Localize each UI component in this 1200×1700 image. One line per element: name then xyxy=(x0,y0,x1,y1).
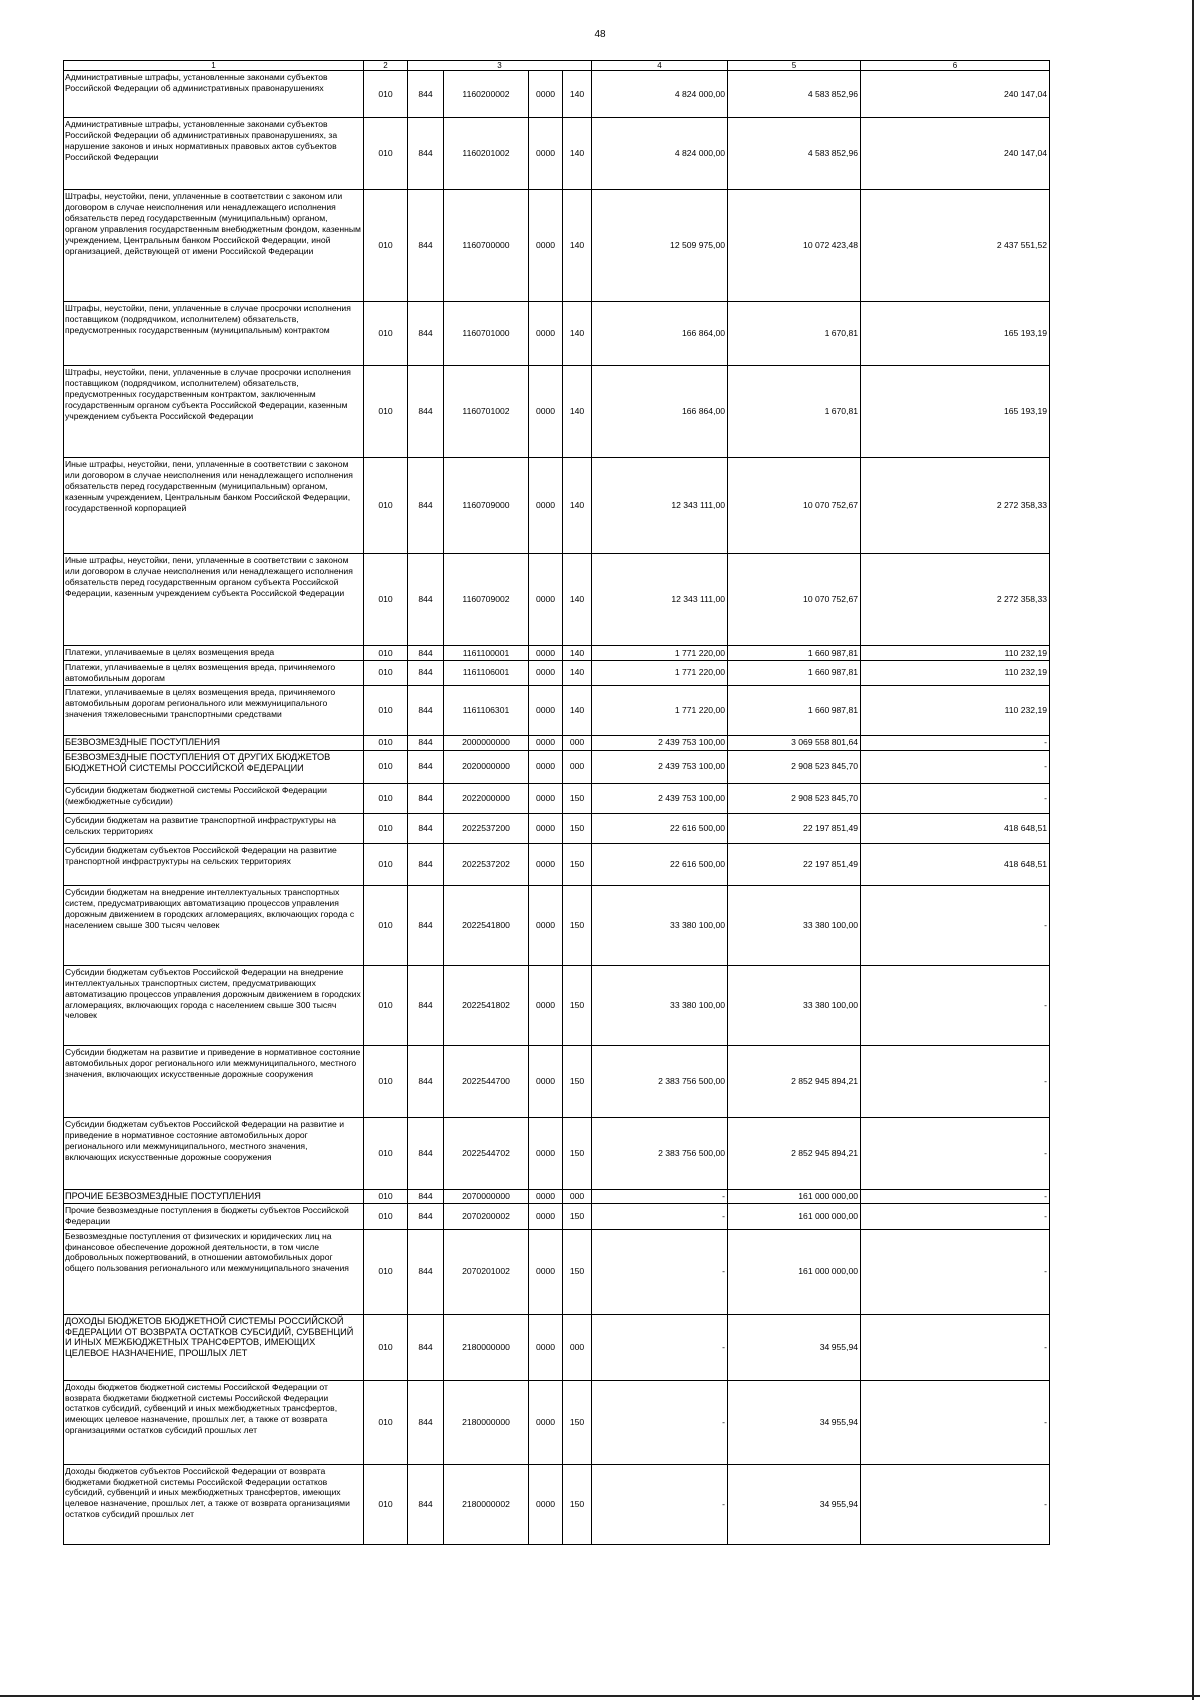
table-row xyxy=(64,1189,1050,1203)
cell-name: Иные штрафы, неустойки, пени, уплаченные в соответствии с законом или договором в случае неисполнения или ненадлежащего исполнения обязательств перед государственным органом субъекта Российской Федерации, казенным учреждением субъекта Российской Федерации xyxy=(64,554,364,646)
cell-code-1: 010 xyxy=(364,1117,408,1189)
cell-code-4: 0000 xyxy=(529,965,563,1045)
table-row xyxy=(64,965,1050,1045)
cell-code-2: 844 xyxy=(408,1464,444,1544)
cell-value-5: 1 660 987,81 xyxy=(728,646,861,661)
table-row xyxy=(64,783,1050,813)
cell-value-5: 10 070 752,67 xyxy=(728,554,861,646)
cell-name: ДОХОДЫ БЮДЖЕТОВ БЮДЖЕТНОЙ СИСТЕМЫ РОССИЙСКОЙ ФЕДЕРАЦИИ ОТ ВОЗВРАТА ОСТАТКОВ СУБСИДИЙ, СУБВЕНЦИЙ И ИНЫХ МЕЖБЮДЖЕТНЫХ ТРАНСФЕРТОВ, ИМЕЮЩИХ ЦЕЛЕВОЕ НАЗНАЧЕНИЕ, ПРОШЛЫХ ЛЕТ xyxy=(64,1314,364,1380)
cell-value-6: - xyxy=(861,1117,1050,1189)
cell-code-5: 150 xyxy=(563,843,592,885)
cell-code-4: 0000 xyxy=(529,1380,563,1464)
cell-name: Субсидии бюджетам субъектов Российской Федерации на развитие транспортной инфраструктуры на сельских территориях xyxy=(64,843,364,885)
cell-value-6: 418 648,51 xyxy=(861,843,1050,885)
cell-code-4: 0000 xyxy=(529,813,563,843)
cell-code-4: 0000 xyxy=(529,685,563,735)
cell-code-1: 010 xyxy=(364,302,408,366)
cell-code-5: 140 xyxy=(563,71,592,118)
cell-code-2: 844 xyxy=(408,1229,444,1314)
cell-code-3: 1160701002 xyxy=(444,366,529,458)
cell-value-4: 22 616 500,00 xyxy=(592,843,728,885)
cell-name: БЕЗВОЗМЕЗДНЫЕ ПОСТУПЛЕНИЯ ОТ ДРУГИХ БЮДЖЕТОВ БЮДЖЕТНОЙ СИСТЕМЫ РОССИЙСКОЙ ФЕДЕРАЦИИ xyxy=(64,750,364,783)
cell-name: Платежи, уплачиваемые в целях возмещения вреда, причиняемого автомобильным дорогам регионального или межмуниципального значения тяжеловесными транспортными средствами xyxy=(64,685,364,735)
cell-code-1: 010 xyxy=(364,965,408,1045)
cell-code-2: 844 xyxy=(408,302,444,366)
cell-value-4: 4 824 000,00 xyxy=(592,118,728,190)
cell-name: Прочие безвозмездные поступления в бюджеты субъектов Российской Федерации xyxy=(64,1203,364,1229)
cell-name: ПРОЧИЕ БЕЗВОЗМЕЗДНЫЕ ПОСТУПЛЕНИЯ xyxy=(64,1189,364,1203)
cell-code-5: 150 xyxy=(563,1117,592,1189)
cell-value-6: - xyxy=(861,1229,1050,1314)
cell-value-5: 22 197 851,49 xyxy=(728,813,861,843)
cell-value-5: 1 660 987,81 xyxy=(728,661,861,686)
cell-value-4: 22 616 500,00 xyxy=(592,813,728,843)
cell-code-1: 010 xyxy=(364,813,408,843)
cell-value-5: 4 583 852,96 xyxy=(728,71,861,118)
cell-value-5: 161 000 000,00 xyxy=(728,1229,861,1314)
cell-code-1: 010 xyxy=(364,1380,408,1464)
cell-value-6: 2 272 358,33 xyxy=(861,554,1050,646)
cell-value-6: 110 232,19 xyxy=(861,661,1050,686)
cell-code-4: 0000 xyxy=(529,783,563,813)
cell-code-2: 844 xyxy=(408,783,444,813)
cell-code-2: 844 xyxy=(408,458,444,554)
cell-value-4: 2 383 756 500,00 xyxy=(592,1045,728,1117)
cell-code-2: 844 xyxy=(408,1189,444,1203)
cell-code-2: 844 xyxy=(408,1117,444,1189)
cell-value-6: - xyxy=(861,965,1050,1045)
cell-code-2: 844 xyxy=(408,554,444,646)
cell-code-4: 0000 xyxy=(529,843,563,885)
cell-code-4: 0000 xyxy=(529,750,563,783)
cell-code-5: 000 xyxy=(563,1189,592,1203)
cell-name: Иные штрафы, неустойки, пени, уплаченные в соответствии с законом или договором в случае неисполнения или ненадлежащего исполнения обязательств перед государственным (муниципальным) органом, казенным учреждением, Центральным банком Российской Федерации, государственной корпорацией xyxy=(64,458,364,554)
cell-value-4: - xyxy=(592,1380,728,1464)
cell-value-5: 33 380 100,00 xyxy=(728,885,861,965)
cell-code-2: 844 xyxy=(408,685,444,735)
table-row xyxy=(64,118,1050,190)
cell-code-1: 010 xyxy=(364,118,408,190)
cell-code-2: 844 xyxy=(408,1314,444,1380)
cell-code-1: 010 xyxy=(364,1229,408,1314)
cell-value-4: 1 771 220,00 xyxy=(592,685,728,735)
cell-code-3: 2022537202 xyxy=(444,843,529,885)
cell-value-4: 4 824 000,00 xyxy=(592,71,728,118)
cell-code-5: 140 xyxy=(563,458,592,554)
cell-code-3: 2022541802 xyxy=(444,965,529,1045)
table-row xyxy=(64,813,1050,843)
cell-code-5: 000 xyxy=(563,1314,592,1380)
table-row xyxy=(64,302,1050,366)
cell-value-5: 1 660 987,81 xyxy=(728,685,861,735)
cell-value-4: 12 343 111,00 xyxy=(592,554,728,646)
cell-code-5: 150 xyxy=(563,965,592,1045)
cell-code-4: 0000 xyxy=(529,1189,563,1203)
cell-value-6: - xyxy=(861,1380,1050,1464)
table-row xyxy=(64,750,1050,783)
cell-name: БЕЗВОЗМЕЗДНЫЕ ПОСТУПЛЕНИЯ xyxy=(64,735,364,750)
cell-name: Платежи, уплачиваемые в целях возмещения вреда xyxy=(64,646,364,661)
cell-code-3: 2020000000 xyxy=(444,750,529,783)
cell-code-2: 844 xyxy=(408,750,444,783)
table-row xyxy=(64,190,1050,302)
cell-code-1: 010 xyxy=(364,735,408,750)
cell-code-1: 010 xyxy=(364,1189,408,1203)
cell-code-5: 140 xyxy=(563,118,592,190)
cell-code-5: 150 xyxy=(563,783,592,813)
cell-value-6: 165 193,19 xyxy=(861,302,1050,366)
cell-code-1: 010 xyxy=(364,71,408,118)
cell-value-4: 166 864,00 xyxy=(592,302,728,366)
cell-name: Субсидии бюджетам субъектов Российской Федерации на развитие и приведение в нормативное состояние автомобильных дорог регионального или межмуниципального, местного значения, включающих искусственные дорожные сооружения xyxy=(64,1117,364,1189)
cell-code-4: 0000 xyxy=(529,1117,563,1189)
cell-code-4: 0000 xyxy=(529,71,563,118)
cell-name: Субсидии бюджетам на развитие транспортной инфраструктуры на сельских территориях xyxy=(64,813,364,843)
cell-name: Безвозмездные поступления от физических и юридических лиц на финансовое обеспечение дорожной деятельности, в том числе добровольных пожертвований, в отношении автомобильных дорог общего пользования регионального или межмуниципального значения xyxy=(64,1229,364,1314)
cell-code-1: 010 xyxy=(364,661,408,686)
table-row xyxy=(64,885,1050,965)
cell-code-3: 2022537200 xyxy=(444,813,529,843)
cell-code-5: 150 xyxy=(563,1203,592,1229)
cell-code-1: 010 xyxy=(364,1314,408,1380)
cell-code-4: 0000 xyxy=(529,1464,563,1544)
cell-value-4: 1 771 220,00 xyxy=(592,661,728,686)
cell-value-5: 2 908 523 845,70 xyxy=(728,783,861,813)
table-row xyxy=(64,1464,1050,1544)
header-col-4: 4 xyxy=(592,61,728,71)
cell-code-5: 000 xyxy=(563,750,592,783)
cell-code-3: 1160201002 xyxy=(444,118,529,190)
cell-value-5: 2 908 523 845,70 xyxy=(728,750,861,783)
cell-code-2: 844 xyxy=(408,190,444,302)
cell-value-5: 2 852 945 894,21 xyxy=(728,1045,861,1117)
cell-code-4: 0000 xyxy=(529,1229,563,1314)
cell-value-6: 110 232,19 xyxy=(861,685,1050,735)
cell-code-4: 0000 xyxy=(529,190,563,302)
cell-code-3: 1161106301 xyxy=(444,685,529,735)
header-col-1: 1 xyxy=(64,61,364,71)
cell-code-3: 1160700000 xyxy=(444,190,529,302)
cell-code-5: 150 xyxy=(563,1229,592,1314)
table-row xyxy=(64,843,1050,885)
cell-code-1: 010 xyxy=(364,458,408,554)
cell-value-5: 10 072 423,48 xyxy=(728,190,861,302)
cell-code-1: 010 xyxy=(364,783,408,813)
cell-value-5: 161 000 000,00 xyxy=(728,1203,861,1229)
cell-value-4: - xyxy=(592,1203,728,1229)
cell-code-4: 0000 xyxy=(529,458,563,554)
cell-code-2: 844 xyxy=(408,71,444,118)
cell-value-4: 2 439 753 100,00 xyxy=(592,783,728,813)
cell-code-5: 140 xyxy=(563,646,592,661)
cell-code-4: 0000 xyxy=(529,1203,563,1229)
cell-name: Штрафы, неустойки, пени, уплаченные в случае просрочки исполнения поставщиком (подрядчиком, исполнителем) обязательств, предусмотренных государственным (муниципальным) контрактом xyxy=(64,302,364,366)
scan-edge-bottom xyxy=(0,1695,1200,1697)
cell-value-6: - xyxy=(861,735,1050,750)
cell-value-4: - xyxy=(592,1314,728,1380)
cell-code-3: 1160709000 xyxy=(444,458,529,554)
table-row xyxy=(64,735,1050,750)
cell-code-5: 150 xyxy=(563,1045,592,1117)
table-row xyxy=(64,1314,1050,1380)
cell-name: Штрафы, неустойки, пени, уплаченные в случае просрочки исполнения поставщиком (подрядчиком, исполнителем) обязательств, предусмотренных государственным контрактом, заключенным государственным органом субъекта Российской Федерации, казенным учреждением субъекта Российской Федерации xyxy=(64,366,364,458)
cell-code-4: 0000 xyxy=(529,1314,563,1380)
cell-code-1: 010 xyxy=(364,1045,408,1117)
cell-code-1: 010 xyxy=(364,685,408,735)
cell-name: Административные штрафы, установленные законами субъектов Российской Федерации об административных правонарушениях, за нарушение законов и иных нормативных правовых актов субъектов Российской Федерации xyxy=(64,118,364,190)
budget-table-container xyxy=(63,60,1049,1545)
cell-code-3: 1160200002 xyxy=(444,71,529,118)
cell-code-5: 150 xyxy=(563,1464,592,1544)
cell-code-1: 010 xyxy=(364,750,408,783)
scan-edge-right xyxy=(1192,0,1194,1700)
cell-value-4: 12 343 111,00 xyxy=(592,458,728,554)
cell-code-2: 844 xyxy=(408,661,444,686)
cell-code-3: 1161100001 xyxy=(444,646,529,661)
cell-code-4: 0000 xyxy=(529,885,563,965)
cell-code-5: 150 xyxy=(563,885,592,965)
cell-value-4: 1 771 220,00 xyxy=(592,646,728,661)
cell-code-2: 844 xyxy=(408,646,444,661)
cell-code-1: 010 xyxy=(364,885,408,965)
table-row xyxy=(64,1380,1050,1464)
cell-code-5: 150 xyxy=(563,813,592,843)
table-row xyxy=(64,1229,1050,1314)
cell-value-5: 33 380 100,00 xyxy=(728,965,861,1045)
cell-code-4: 0000 xyxy=(529,661,563,686)
cell-code-3: 2022541800 xyxy=(444,885,529,965)
table-row xyxy=(64,1203,1050,1229)
cell-code-5: 150 xyxy=(563,1380,592,1464)
cell-value-6: - xyxy=(861,1203,1050,1229)
table-row xyxy=(64,554,1050,646)
cell-code-3: 1160709002 xyxy=(444,554,529,646)
cell-code-2: 844 xyxy=(408,118,444,190)
page-number: 48 xyxy=(594,29,606,40)
cell-value-4: 2 439 753 100,00 xyxy=(592,735,728,750)
cell-value-5: 1 670,81 xyxy=(728,366,861,458)
cell-code-5: 000 xyxy=(563,735,592,750)
cell-value-5: 161 000 000,00 xyxy=(728,1189,861,1203)
cell-value-5: 1 670,81 xyxy=(728,302,861,366)
cell-value-5: 2 852 945 894,21 xyxy=(728,1117,861,1189)
cell-name: Субсидии бюджетам на внедрение интеллектуальных транспортных систем, предусматривающих автоматизацию процессов управления дорожным движением в городских агломерациях, включающих города с населением свыше 300 тысяч человек xyxy=(64,885,364,965)
cell-code-3: 2022000000 xyxy=(444,783,529,813)
cell-code-5: 140 xyxy=(563,190,592,302)
cell-value-6: 110 232,19 xyxy=(861,646,1050,661)
cell-name: Субсидии бюджетам бюджетной системы Российской Федерации (межбюджетные субсидии) xyxy=(64,783,364,813)
cell-value-6: - xyxy=(861,1464,1050,1544)
cell-value-5: 22 197 851,49 xyxy=(728,843,861,885)
cell-code-2: 844 xyxy=(408,965,444,1045)
cell-code-1: 010 xyxy=(364,366,408,458)
cell-code-3: 1160701000 xyxy=(444,302,529,366)
cell-value-6: 2 437 551,52 xyxy=(861,190,1050,302)
cell-value-6: 418 648,51 xyxy=(861,813,1050,843)
table-body xyxy=(64,71,1050,1545)
cell-value-4: 2 439 753 100,00 xyxy=(592,750,728,783)
cell-value-5: 10 070 752,67 xyxy=(728,458,861,554)
cell-value-5: 34 955,94 xyxy=(728,1464,861,1544)
cell-value-6: - xyxy=(861,783,1050,813)
cell-code-3: 2022544702 xyxy=(444,1117,529,1189)
header-col-2: 2 xyxy=(364,61,408,71)
cell-code-3: 2070000000 xyxy=(444,1189,529,1203)
cell-code-2: 844 xyxy=(408,1203,444,1229)
cell-code-2: 844 xyxy=(408,735,444,750)
cell-code-4: 0000 xyxy=(529,302,563,366)
cell-code-5: 140 xyxy=(563,366,592,458)
cell-value-4: 33 380 100,00 xyxy=(592,885,728,965)
cell-code-1: 010 xyxy=(364,843,408,885)
table-row xyxy=(64,685,1050,735)
cell-name: Штрафы, неустойки, пени, уплаченные в соответствии с законом или договором в случае неисполнения или ненадлежащего исполнения обязательств перед государственным (муниципальным) органом, органом управления государственным внебюджетным фондом, казенным учреждением, Центральным банком Российской Федерации, иной организацией, действующей от имени Российской Федерации xyxy=(64,190,364,302)
cell-value-5: 34 955,94 xyxy=(728,1380,861,1464)
table-row xyxy=(64,1045,1050,1117)
table-row xyxy=(64,458,1050,554)
cell-value-6: - xyxy=(861,1045,1050,1117)
header-row xyxy=(64,61,1050,71)
cell-code-4: 0000 xyxy=(529,118,563,190)
cell-code-1: 010 xyxy=(364,190,408,302)
table-row xyxy=(64,661,1050,686)
table-row xyxy=(64,366,1050,458)
cell-code-2: 844 xyxy=(408,1045,444,1117)
cell-value-6: - xyxy=(861,885,1050,965)
table-row xyxy=(64,1117,1050,1189)
cell-code-3: 1161106001 xyxy=(444,661,529,686)
cell-value-4: 33 380 100,00 xyxy=(592,965,728,1045)
cell-code-3: 2180000000 xyxy=(444,1380,529,1464)
cell-code-2: 844 xyxy=(408,813,444,843)
cell-code-2: 844 xyxy=(408,885,444,965)
cell-code-5: 140 xyxy=(563,554,592,646)
cell-code-2: 844 xyxy=(408,843,444,885)
cell-code-2: 844 xyxy=(408,366,444,458)
cell-value-4: 2 383 756 500,00 xyxy=(592,1117,728,1189)
table-row xyxy=(64,71,1050,118)
cell-value-5: 3 069 558 801,64 xyxy=(728,735,861,750)
budget-table xyxy=(63,60,1050,1545)
cell-code-3: 2180000000 xyxy=(444,1314,529,1380)
cell-code-4: 0000 xyxy=(529,366,563,458)
cell-value-4: 166 864,00 xyxy=(592,366,728,458)
cell-value-4: 12 509 975,00 xyxy=(592,190,728,302)
table-row xyxy=(64,646,1050,661)
cell-value-6: 240 147,04 xyxy=(861,118,1050,190)
cell-code-5: 140 xyxy=(563,661,592,686)
cell-code-3: 2022544700 xyxy=(444,1045,529,1117)
cell-code-4: 0000 xyxy=(529,554,563,646)
cell-code-4: 0000 xyxy=(529,735,563,750)
cell-code-3: 2180000002 xyxy=(444,1464,529,1544)
cell-code-4: 0000 xyxy=(529,1045,563,1117)
cell-code-3: 2070200002 xyxy=(444,1203,529,1229)
cell-value-6: - xyxy=(861,750,1050,783)
cell-value-5: 4 583 852,96 xyxy=(728,118,861,190)
cell-value-6: 240 147,04 xyxy=(861,71,1050,118)
cell-code-3: 2070201002 xyxy=(444,1229,529,1314)
header-col-5: 5 xyxy=(728,61,861,71)
header-col-3: 3 xyxy=(408,61,592,71)
cell-value-6: 2 272 358,33 xyxy=(861,458,1050,554)
cell-value-6: - xyxy=(861,1189,1050,1203)
cell-code-5: 140 xyxy=(563,302,592,366)
cell-code-1: 010 xyxy=(364,554,408,646)
cell-name: Субсидии бюджетам субъектов Российской Федерации на внедрение интеллектуальных транспортных систем, предусматривающих автоматизацию процессов управления дорожным движением в городских агломерациях, включающих города с населением свыше 300 тысяч человек xyxy=(64,965,364,1045)
header-col-6: 6 xyxy=(861,61,1050,71)
cell-code-2: 844 xyxy=(408,1380,444,1464)
cell-name: Доходы бюджетов субъектов Российской Федерации от возврата бюджетами бюджетной системы Российской Федерации остатков субсидий, субвенций и иных межбюджетных трансфертов, имеющих целевое назначение, прошлых лет, а также от возврата организациями остатков субсидий прошлых лет xyxy=(64,1464,364,1544)
cell-name: Доходы бюджетов бюджетной системы Российской Федерации от возврата бюджетами бюджетной системы Российской Федерации остатков субсидий, субвенций и иных межбюджетных трансфертов, имеющих целевое назначение, прошлых лет, а также от возврата организациями остатков субсидий прошлых лет xyxy=(64,1380,364,1464)
cell-name: Платежи, уплачиваемые в целях возмещения вреда, причиняемого автомобильным дорогам xyxy=(64,661,364,686)
cell-name: Административные штрафы, установленные законами субъектов Российской Федерации об административных правонарушениях xyxy=(64,71,364,118)
cell-code-4: 0000 xyxy=(529,646,563,661)
cell-value-4: - xyxy=(592,1189,728,1203)
cell-code-5: 140 xyxy=(563,685,592,735)
cell-value-6: - xyxy=(861,1314,1050,1380)
cell-value-6: 165 193,19 xyxy=(861,366,1050,458)
cell-code-1: 010 xyxy=(364,1464,408,1544)
cell-value-5: 34 955,94 xyxy=(728,1314,861,1380)
cell-name: Субсидии бюджетам на развитие и приведение в нормативное состояние автомобильных дорог регионального или межмуниципального, местного значения, включающих искусственные дорожные сооружения xyxy=(64,1045,364,1117)
cell-value-4: - xyxy=(592,1229,728,1314)
cell-code-3: 2000000000 xyxy=(444,735,529,750)
cell-code-1: 010 xyxy=(364,646,408,661)
cell-code-1: 010 xyxy=(364,1203,408,1229)
cell-value-4: - xyxy=(592,1464,728,1544)
